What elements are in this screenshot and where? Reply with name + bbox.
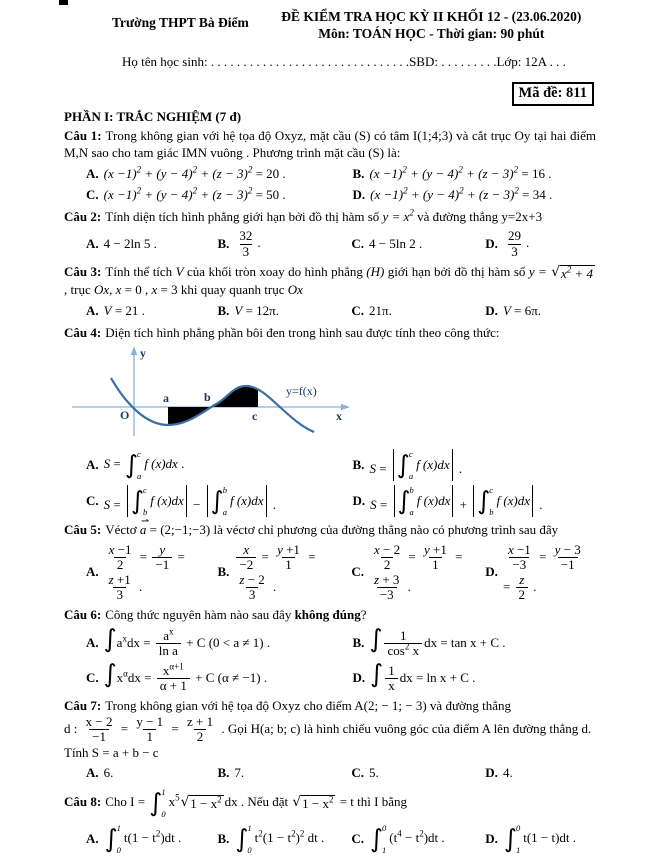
exam-code-row bbox=[64, 82, 594, 106]
figure-y-label: y bbox=[140, 345, 146, 360]
figure-origin-label: O bbox=[120, 407, 130, 422]
question-7-stem-line2: d : $\frac{x - 2}{-1}$ = $\frac{y - 1}{1}$ = $\frac{z + 1}{2}$ . Gọi H(a; b; c) là hình chiếu vuông góc của điểm A lên đường thẳng d. bbox=[64, 714, 592, 745]
figure-x-label: x bbox=[336, 408, 342, 423]
question-7-option-d: D. 4. bbox=[485, 765, 513, 781]
question-1 bbox=[64, 128, 596, 205]
question-7-options bbox=[64, 763, 596, 784]
question-7 bbox=[64, 698, 596, 784]
question-4 bbox=[64, 325, 596, 519]
figure-a-label: a bbox=[163, 390, 169, 405]
question-1-stem: Câu 1: Trong không gian với hệ tọa độ Oxyz, mặt cầu (S) có tâm I(1;4;3) và cắt trục Oy tại hai điểm M,N sao cho tam giác IMN vuông . Phương trình mặt cầu (S) là: bbox=[64, 128, 597, 160]
section-title: PHẦN I: TRẮC NGHIỆM (7 đ) bbox=[64, 108, 242, 124]
question-6-option-c: C. $\int x^\alpha dx$ = $\frac{x^{\alpha+1}}{\alpha + 1}$ + C (α ≠ −1) . bbox=[86, 658, 268, 694]
question-3-stem: Câu 3: Tính thể tích V của khối tròn xoay do hình phẳng (H) giới hạn bởi đồ thị hàm số y = √ $x^2 + 4$ , trục Ox, x = 0 , x = 3 khi quay quanh trục Ox bbox=[64, 263, 594, 298]
question-7-stem: Câu 7: Trong không gian với hệ tọa độ Oxyz cho điểm A(2; − 1; − 3) và đường thẳng bbox=[64, 698, 511, 714]
question-3-option-a: A. V = 21 . bbox=[86, 303, 145, 319]
question-5-options bbox=[64, 541, 596, 604]
question-6-stem: Câu 6: Công thức nguyên hàm nào sau đây không đúng? bbox=[64, 607, 367, 623]
question-6-option-b: B. ∫ $\frac{1}{\cos^2 x}$ dx = tan x + C . bbox=[352, 623, 506, 659]
question-3-option-d: D. V = 6π. bbox=[485, 303, 542, 319]
question-4-option-d: D. S = ∫ b a f (x)dx + ∫ c b f (x)dx . bbox=[352, 485, 543, 517]
question-6-option-a: A. $\int a^xdx$ = $\frac{a^x}{\text{ln a}}$ + C (0 < a ≠ 1) . bbox=[86, 623, 271, 659]
question-4-options bbox=[64, 447, 596, 519]
question-8-option-b: B. ∫ 1 0 $t^2(1 - t^2)^2$ dt . bbox=[217, 823, 325, 855]
function-graph bbox=[66, 344, 366, 441]
question-5-option-c: C. $\frac{x - 2}{2}$ = $\frac{y +1}{1}$ = $\frac{z + 3}{-3}$ . bbox=[351, 541, 463, 602]
question-1-option-a: A. $(x -1)^2 + (y - 4)^2 + (z - 3)^2 = 20$ . bbox=[86, 164, 286, 181]
school-name: Trường THPT Bà Điểm bbox=[112, 15, 249, 30]
question-2 bbox=[64, 209, 596, 261]
question-1-option-d: D. $(x -1)^2 + (y - 4)^2 + (z - 3)^2 = 34$ . bbox=[352, 185, 553, 202]
question-8 bbox=[64, 787, 596, 857]
question-4-option-c: C. S = ∫ c b f (x)dx − ∫ b a f (x)dx . bbox=[86, 485, 277, 517]
question-8-option-a: A. ∫ 1 0 $t(1 - t^2)dt$ . bbox=[86, 823, 182, 855]
question-2-stem: Câu 2: Tính diện tích hình phẳng giới hạn bởi đồ thị hàm số $y = x^2$ và đường thẳng y=2x+3 bbox=[64, 207, 543, 224]
question-3 bbox=[64, 264, 596, 322]
question-5-number: Câu 5: bbox=[64, 522, 102, 538]
question-6 bbox=[64, 607, 596, 695]
question-2-option-c: C. 4 − 5ln 2 . bbox=[351, 235, 423, 251]
question-8-number: Câu 8: bbox=[64, 794, 102, 810]
question-1-option-b: B. $(x -1)^2 + (y - 4)^2 + (z - 3)^2 = 16$ . bbox=[352, 164, 552, 181]
question-7-option-b: B. 7. bbox=[217, 765, 245, 781]
question-4-option-b: B. S = ∫ c a f (x)dx . bbox=[352, 449, 463, 481]
student-info-line: Họ tên học sinh: . . . . . . . . . . . . . . . . . . . . . . . . . . . . . . .SBD: . . . . . . . . .Lớp: 12A . . . bbox=[122, 53, 566, 69]
exam-title: ĐỀ KIỂM TRA HỌC KỲ II KHỐI 12 - (23.06.2020) bbox=[281, 9, 582, 24]
question-4-stem: Câu 4: Diện tích hình phẳng phần bôi đen trong hình sau được tính theo công thức: bbox=[64, 325, 500, 341]
question-5-option-d: D. $\frac{x -1}{-3}$ = $\frac{y - 3}{-1}$ = $\frac{z}{2}$ . bbox=[485, 541, 581, 602]
question-2-number: Câu 2: bbox=[64, 208, 102, 224]
question-5-option-b: B. $\frac{x}{-2}$ = $\frac{y +1}{1}$ = $\frac{z - 2}{3}$ . bbox=[217, 541, 316, 602]
question-6-option-d: D. ∫ $\frac{1}{x}$ dx = ln x + C . bbox=[352, 658, 476, 694]
question-4-figure bbox=[66, 344, 596, 446]
question-5 bbox=[64, 522, 596, 604]
question-2-options bbox=[64, 227, 596, 261]
exam-header bbox=[64, 8, 596, 43]
question-3-option-b: B. V = 12π. bbox=[217, 303, 279, 319]
question-2-option-a: A. 4 − 2ln 5 . bbox=[86, 235, 157, 251]
question-6-number: Câu 6: bbox=[64, 607, 102, 623]
scan-artifact bbox=[59, 0, 68, 5]
question-1-options bbox=[64, 164, 596, 206]
figure-b-label: b bbox=[204, 389, 211, 404]
question-5-stem: Câu 5: Véctơ ⇀ a = (2;−1;−3) là véctơ chỉ phương của đường thẳng nào có phương trình sau đây bbox=[64, 522, 596, 539]
question-8-options bbox=[64, 821, 596, 857]
question-8-stem: Câu 8: Cho I = ∫ 1 0 $x^5$ √ $1 - x^2$ dx . Nếu đặt √ $1 - x^2$ = t thì I bằng bbox=[64, 787, 407, 819]
question-7-number: Câu 7: bbox=[64, 698, 102, 714]
exam-subtitle: Môn: TOÁN HỌC - Thời gian: 90 phút bbox=[318, 26, 545, 42]
question-7-option-c: C. 5. bbox=[351, 765, 379, 781]
question-7-stem-line3: Tính S = a + b − c bbox=[64, 744, 159, 760]
figure-c-label: c bbox=[252, 408, 258, 423]
question-8-option-d: D. ∫ 0 1 t(1 − t)dt . bbox=[485, 823, 577, 855]
question-1-number: Câu 1: bbox=[64, 128, 102, 144]
question-4-option-a: A. S = ∫ c a f (x)dx . bbox=[86, 449, 185, 481]
figure-curve-label: y=f(x) bbox=[286, 383, 317, 398]
question-3-options bbox=[64, 301, 596, 322]
question-7-option-a: A. 6. bbox=[86, 765, 114, 781]
exam-code-badge: Mã đề: 811 bbox=[512, 82, 594, 106]
question-1-option-c: C. $(x -1)^2 + (y - 4)^2 + (z - 3)^2 = 50$ . bbox=[86, 185, 286, 202]
exam-title-block bbox=[267, 8, 596, 43]
question-2-option-d: D. $\frac{29}{3}$ . bbox=[485, 228, 530, 259]
question-6-options bbox=[64, 623, 596, 696]
question-3-number: Câu 3: bbox=[64, 263, 102, 279]
question-5-option-a: A. $\frac{x -1}{2}$ = $\frac{y}{-1}$ = $\frac{z +1}{3}$ . bbox=[86, 541, 185, 602]
question-2-option-b: B. $\frac{32}{3}$ . bbox=[217, 228, 261, 259]
question-3-option-c: C. 21π. bbox=[351, 303, 392, 319]
question-8-option-c: C. ∫ 0 1 $(t^4 - t^2)dt$ . bbox=[351, 823, 445, 855]
question-4-number: Câu 4: bbox=[64, 325, 102, 341]
